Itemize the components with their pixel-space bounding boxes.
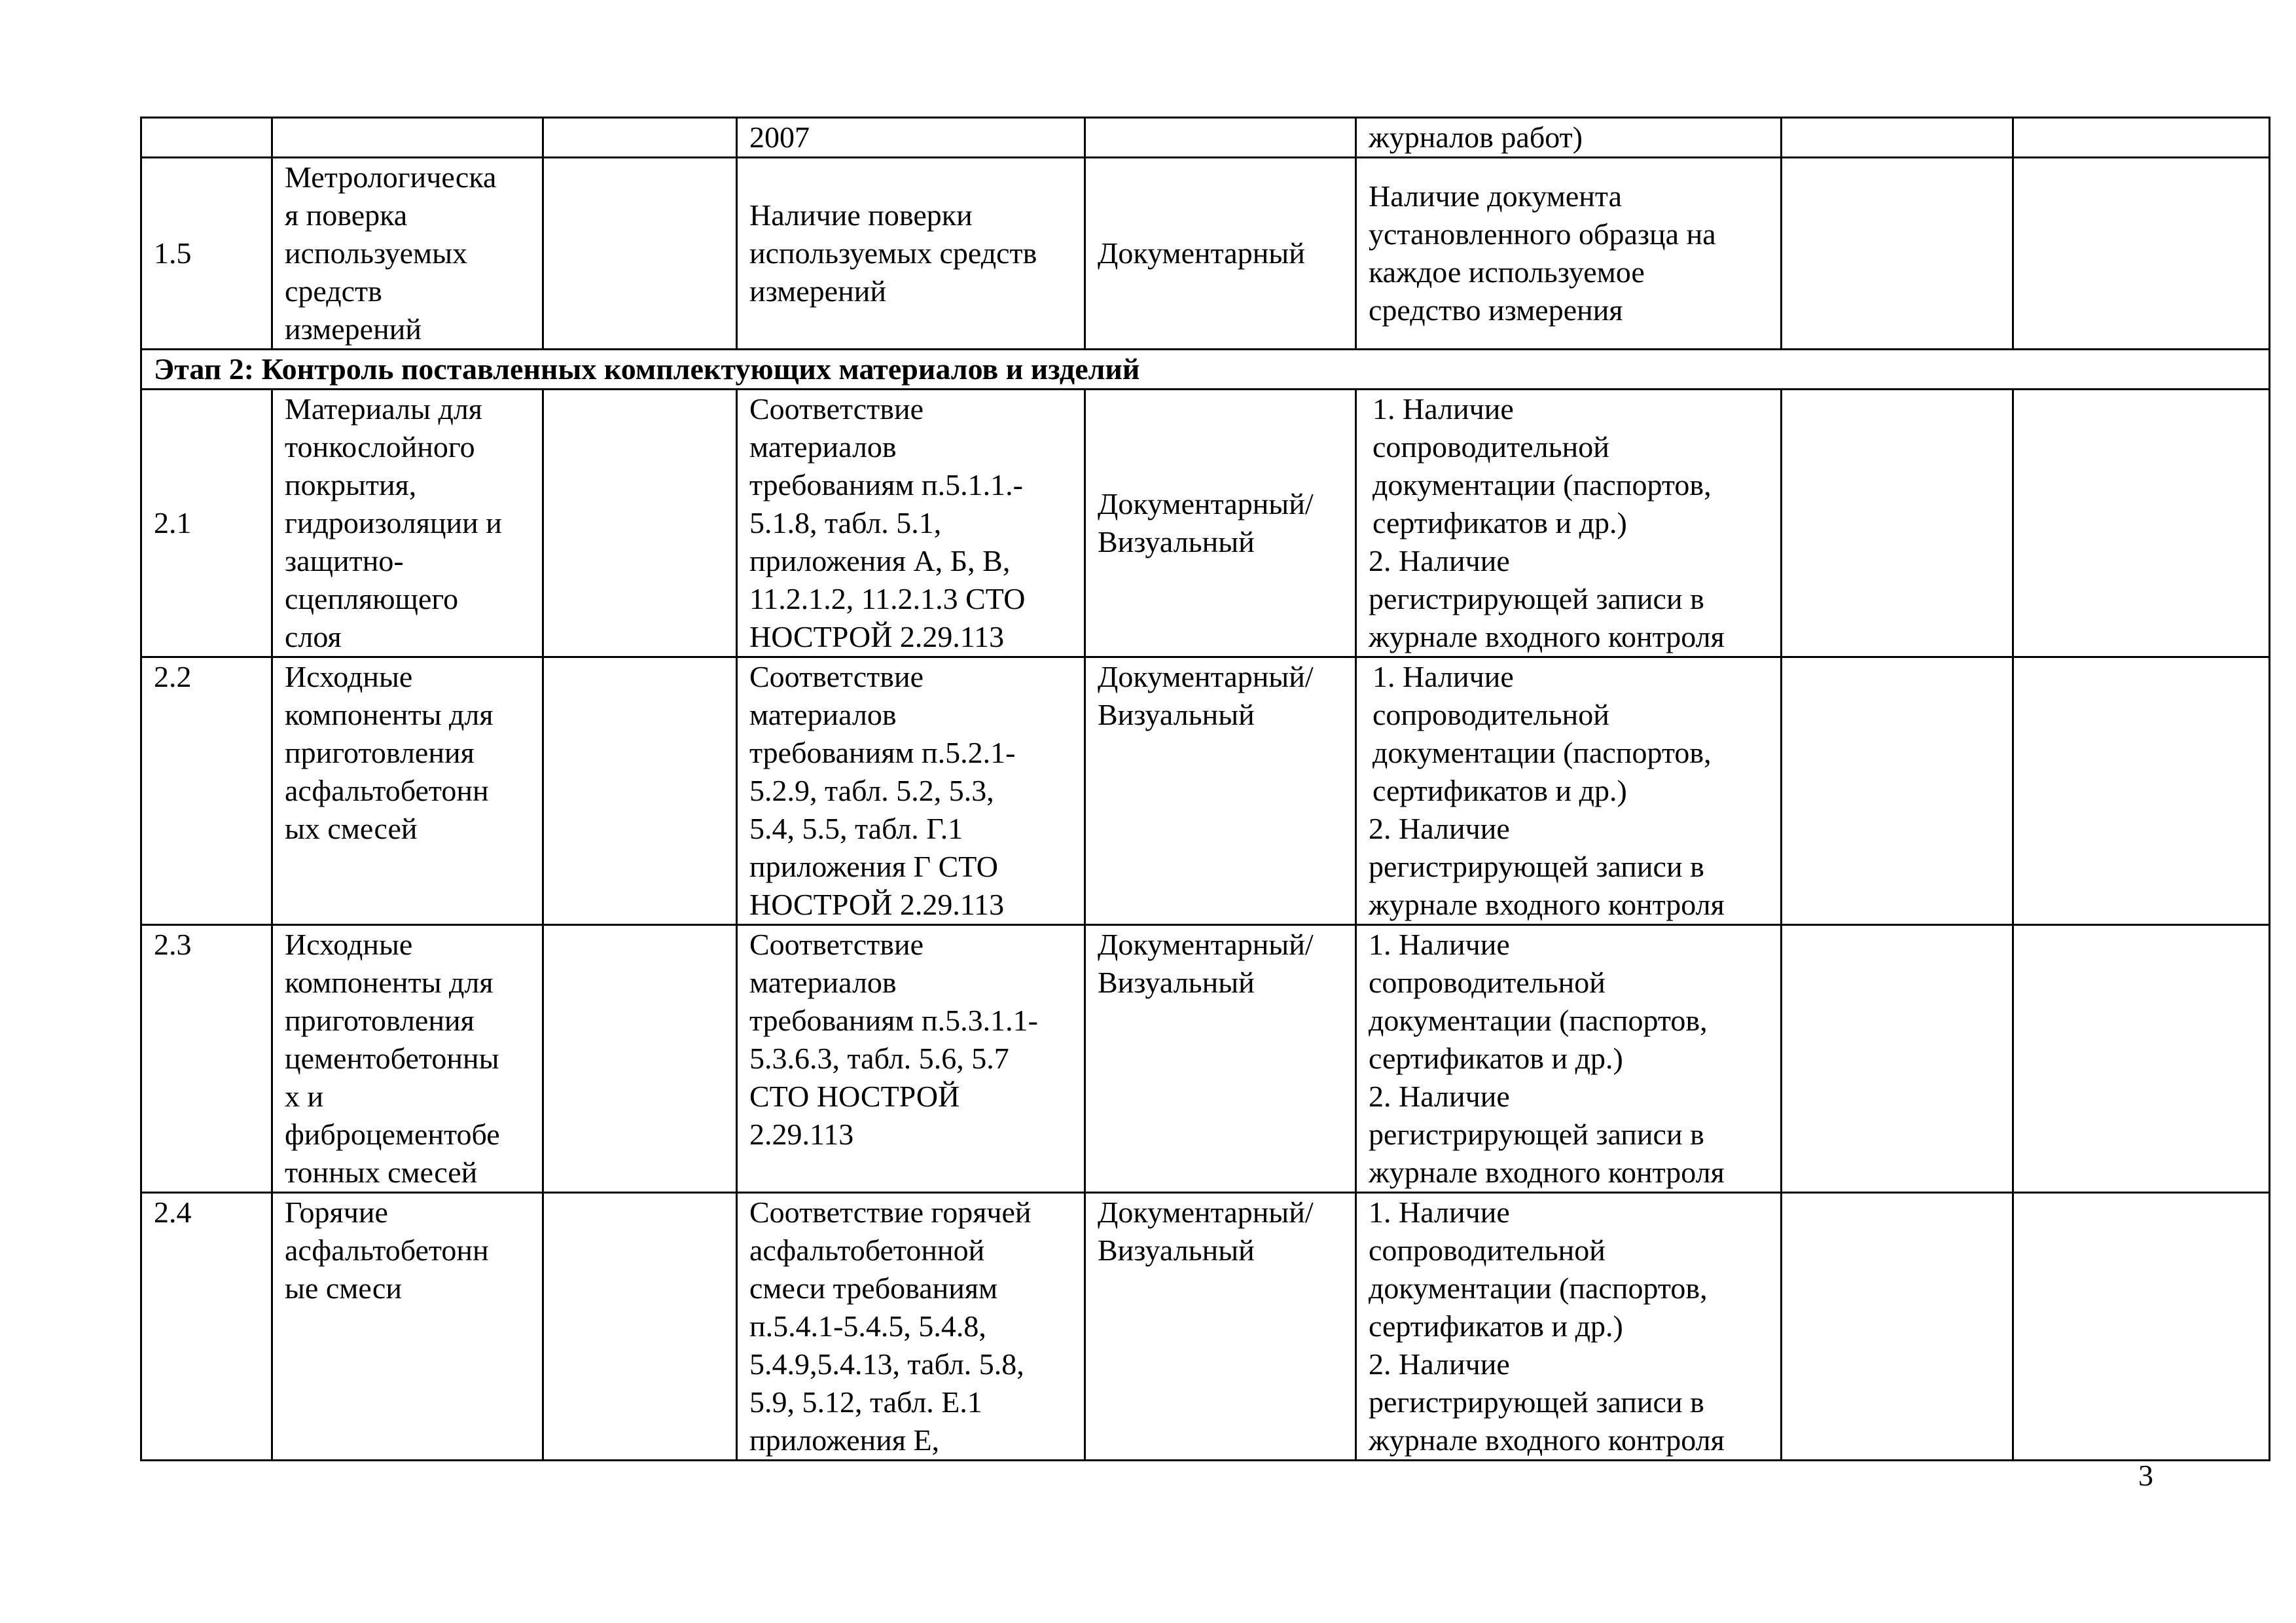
cell-result	[1356, 925, 1782, 1193]
cell-line: журнале входного контроля	[1369, 888, 1725, 921]
item-number: 1.5	[154, 236, 192, 270]
cell-line: журнале входного контроля	[1369, 620, 1725, 653]
cell-line: ых смесей	[285, 812, 418, 845]
cell-line: 2. Наличие	[1369, 1347, 1510, 1381]
cell-blank	[2013, 118, 2270, 158]
control-table	[140, 117, 2270, 1461]
cell-line: цементобетонны	[285, 1042, 499, 1075]
item-number: 2.2	[154, 660, 192, 693]
cell-line: используемых	[285, 236, 468, 270]
cell-line: документации (паспортов,	[1372, 468, 1712, 501]
cell-line: журнале входного контроля	[1369, 1423, 1725, 1457]
cell-blank	[1782, 925, 2013, 1193]
cell-line: 1. Наличие	[1369, 1195, 1510, 1229]
cell-line: асфальтобетонн	[285, 1233, 489, 1267]
cell-requirement	[737, 118, 1085, 158]
item-number: 2.3	[154, 928, 192, 961]
cell-method	[1085, 925, 1356, 1193]
cell-blank	[1782, 390, 2013, 657]
cell-line: Наличие поверки	[749, 198, 973, 232]
cell-line: сертификатов и др.)	[1369, 1309, 1623, 1343]
cell-name	[272, 390, 543, 657]
cell-line: Документарный/	[1098, 928, 1314, 961]
cell-name	[272, 118, 543, 158]
cell-text: 2007	[749, 120, 810, 154]
cell-line: сопроводительной	[1369, 966, 1605, 999]
cell-line: приготовления	[285, 736, 475, 769]
cell-line: журнале входного контроля	[1369, 1156, 1725, 1189]
cell-line: сопроводительной	[1372, 698, 1609, 731]
cell-line: Документарный/	[1098, 487, 1314, 520]
cell-blank	[543, 657, 737, 925]
cell-line: сцепляющего	[285, 582, 459, 615]
cell-blank	[2013, 1193, 2270, 1461]
cell-num	[141, 657, 272, 925]
cell-line: установленного образца на	[1369, 217, 1716, 251]
cell-line: НОСТРОЙ 2.29.113	[749, 888, 1005, 921]
stage-title: Этап 2: Контроль поставленных комплектующих материалов и изделий	[154, 352, 1140, 386]
cell-line: сопроводительной	[1369, 1233, 1605, 1267]
cell-line: регистрирующей записи в	[1369, 1385, 1704, 1419]
table-row-2-4	[141, 1193, 2270, 1461]
cell-result	[1356, 118, 1782, 158]
cell-line: регистрирующей записи в	[1369, 582, 1704, 615]
cell-line: 2. Наличие	[1369, 544, 1510, 577]
cell-line: покрытия,	[285, 468, 417, 501]
cell-blank	[1782, 158, 2013, 350]
cell-line: 2.29.113	[749, 1118, 854, 1151]
cell-line: требованиям п.5.3.1.1-	[749, 1004, 1038, 1037]
cell-line: Соответствие	[749, 660, 924, 693]
cell-result	[1356, 1193, 1782, 1461]
cell-line: 11.2.1.2, 11.2.1.3 СТО	[749, 582, 1026, 615]
cell-line: ые смеси	[285, 1271, 402, 1305]
cell-name	[272, 1193, 543, 1461]
cell-requirement	[737, 657, 1085, 925]
cell-line: Документарный/	[1098, 660, 1314, 693]
cell-requirement	[737, 390, 1085, 657]
cell-blank	[1782, 657, 2013, 925]
cell-line: компоненты для	[285, 698, 493, 731]
cell-line: сертификатов и др.)	[1372, 774, 1627, 807]
cell-line: 5.9, 5.12, табл. Е.1	[749, 1385, 982, 1419]
cell-line: Визуальный	[1098, 1233, 1255, 1267]
cell-line: средство измерения	[1369, 293, 1623, 327]
cell-num	[141, 390, 272, 657]
cell-blank	[543, 1193, 737, 1461]
cell-blank	[543, 118, 737, 158]
cell-line: Наличие документа	[1369, 179, 1623, 213]
cell-line: материалов	[749, 430, 897, 464]
cell-method	[1085, 158, 1356, 350]
cell-line: 5.3.6.3, табл. 5.6, 5.7	[749, 1042, 1009, 1075]
table-row-stage-2	[141, 350, 2270, 390]
item-number: 2.1	[154, 506, 192, 539]
cell-text: журналов работ)	[1369, 120, 1583, 154]
cell-line: п.5.4.1-5.4.5, 5.4.8,	[749, 1309, 986, 1343]
table-row-2-1	[141, 390, 2270, 657]
table-row-continuation	[141, 118, 2270, 158]
cell-line: Соответствие	[749, 928, 924, 961]
cell-line: документации (паспортов,	[1369, 1004, 1708, 1037]
cell-line: Исходные	[285, 928, 413, 961]
cell-line: компоненты для	[285, 966, 493, 999]
cell-line: требованиям п.5.1.1.-	[749, 468, 1023, 501]
cell-line: тонкослойного	[285, 430, 475, 464]
cell-line: приложения Е,	[749, 1423, 940, 1457]
cell-line: смеси требованиям	[749, 1271, 998, 1305]
cell-line: 5.1.8, табл. 5.1,	[749, 506, 942, 539]
cell-name	[272, 158, 543, 350]
cell-blank	[2013, 925, 2270, 1193]
cell-line: гидроизоляции и	[285, 506, 502, 539]
cell-line: 1. Наличие	[1372, 660, 1514, 693]
cell-line: сертификатов и др.)	[1372, 506, 1627, 539]
cell-line: 5.4.9,5.4.13, табл. 5.8,	[749, 1347, 1024, 1381]
stage-heading	[141, 350, 2270, 390]
cell-blank	[1782, 118, 2013, 158]
cell-line: х и	[285, 1080, 324, 1113]
table-row-2-2	[141, 657, 2270, 925]
cell-method	[1085, 118, 1356, 158]
cell-requirement	[737, 925, 1085, 1193]
cell-line: НОСТРОЙ 2.29.113	[749, 620, 1005, 653]
table-row-1-5	[141, 158, 2270, 350]
cell-line: материалов	[749, 966, 897, 999]
cell-line: материалов	[749, 698, 897, 731]
cell-line: 5.2.9, табл. 5.2, 5.3,	[749, 774, 994, 807]
cell-num	[141, 1193, 272, 1461]
cell-line: сопроводительной	[1372, 430, 1609, 464]
cell-line: Соответствие	[749, 392, 924, 426]
cell-line: регистрирующей записи в	[1369, 850, 1704, 883]
cell-name	[272, 657, 543, 925]
cell-line: Документарный/	[1098, 1195, 1314, 1229]
cell-num	[141, 158, 272, 350]
cell-line: 5.4, 5.5, табл. Г.1	[749, 812, 963, 845]
cell-line: сертификатов и др.)	[1369, 1042, 1623, 1075]
page-number: 3	[2138, 1459, 2153, 1492]
cell-result	[1356, 657, 1782, 925]
cell-method	[1085, 1193, 1356, 1461]
cell-line: 2. Наличие	[1369, 812, 1510, 845]
cell-blank	[543, 925, 737, 1193]
cell-name	[272, 925, 543, 1193]
cell-line: приложения Г СТО	[749, 850, 999, 883]
cell-blank	[1782, 1193, 2013, 1461]
cell-result	[1356, 158, 1782, 350]
cell-line: фиброцементобе	[285, 1118, 500, 1151]
cell-line: Соответствие горячей	[749, 1195, 1031, 1229]
cell-num	[141, 118, 272, 158]
cell-line: Визуальный	[1098, 698, 1255, 731]
cell-method	[1085, 657, 1356, 925]
cell-line: 2. Наличие	[1369, 1080, 1510, 1113]
cell-line: каждое используемое	[1369, 255, 1645, 289]
cell-line: слоя	[285, 620, 342, 653]
cell-line: 1. Наличие	[1372, 392, 1514, 426]
cell-line: используемых средств	[749, 236, 1037, 270]
cell-line: 1. Наличие	[1369, 928, 1510, 961]
cell-line: асфальтобетонной	[749, 1233, 985, 1267]
cell-line: документации (паспортов,	[1372, 736, 1712, 769]
cell-line: приложения А, Б, В,	[749, 544, 1011, 577]
cell-requirement	[737, 1193, 1085, 1461]
cell-method	[1085, 390, 1356, 657]
table-row-2-3	[141, 925, 2270, 1193]
item-number: 2.4	[154, 1195, 192, 1229]
cell-line: Визуальный	[1098, 966, 1255, 999]
cell-blank	[543, 390, 737, 657]
cell-line: требованиям п.5.2.1-	[749, 736, 1016, 769]
cell-line: измерений	[285, 312, 422, 346]
cell-line: измерений	[749, 274, 886, 308]
cell-blank	[2013, 158, 2270, 350]
cell-line: приготовления	[285, 1004, 475, 1037]
cell-result	[1356, 390, 1782, 657]
cell-blank	[2013, 390, 2270, 657]
cell-line: средств	[285, 274, 382, 308]
cell-line: защитно-	[285, 544, 404, 577]
cell-line: Метрологическа	[285, 160, 497, 194]
cell-line: регистрирующей записи в	[1369, 1118, 1704, 1151]
cell-line: тонных смесей	[285, 1156, 478, 1189]
cell-line: Горячие	[285, 1195, 388, 1229]
cell-num	[141, 925, 272, 1193]
cell-line: я поверка	[285, 198, 408, 232]
cell-line: Документарный	[1098, 236, 1305, 270]
cell-blank	[543, 158, 737, 350]
cell-line: документации (паспортов,	[1369, 1271, 1708, 1305]
cell-line: Материалы для	[285, 392, 482, 426]
cell-requirement	[737, 158, 1085, 350]
cell-line: Визуальный	[1098, 525, 1255, 558]
cell-line: Исходные	[285, 660, 413, 693]
cell-line: асфальтобетонн	[285, 774, 489, 807]
cell-blank	[2013, 657, 2270, 925]
cell-line: СТО НОСТРОЙ	[749, 1080, 960, 1113]
